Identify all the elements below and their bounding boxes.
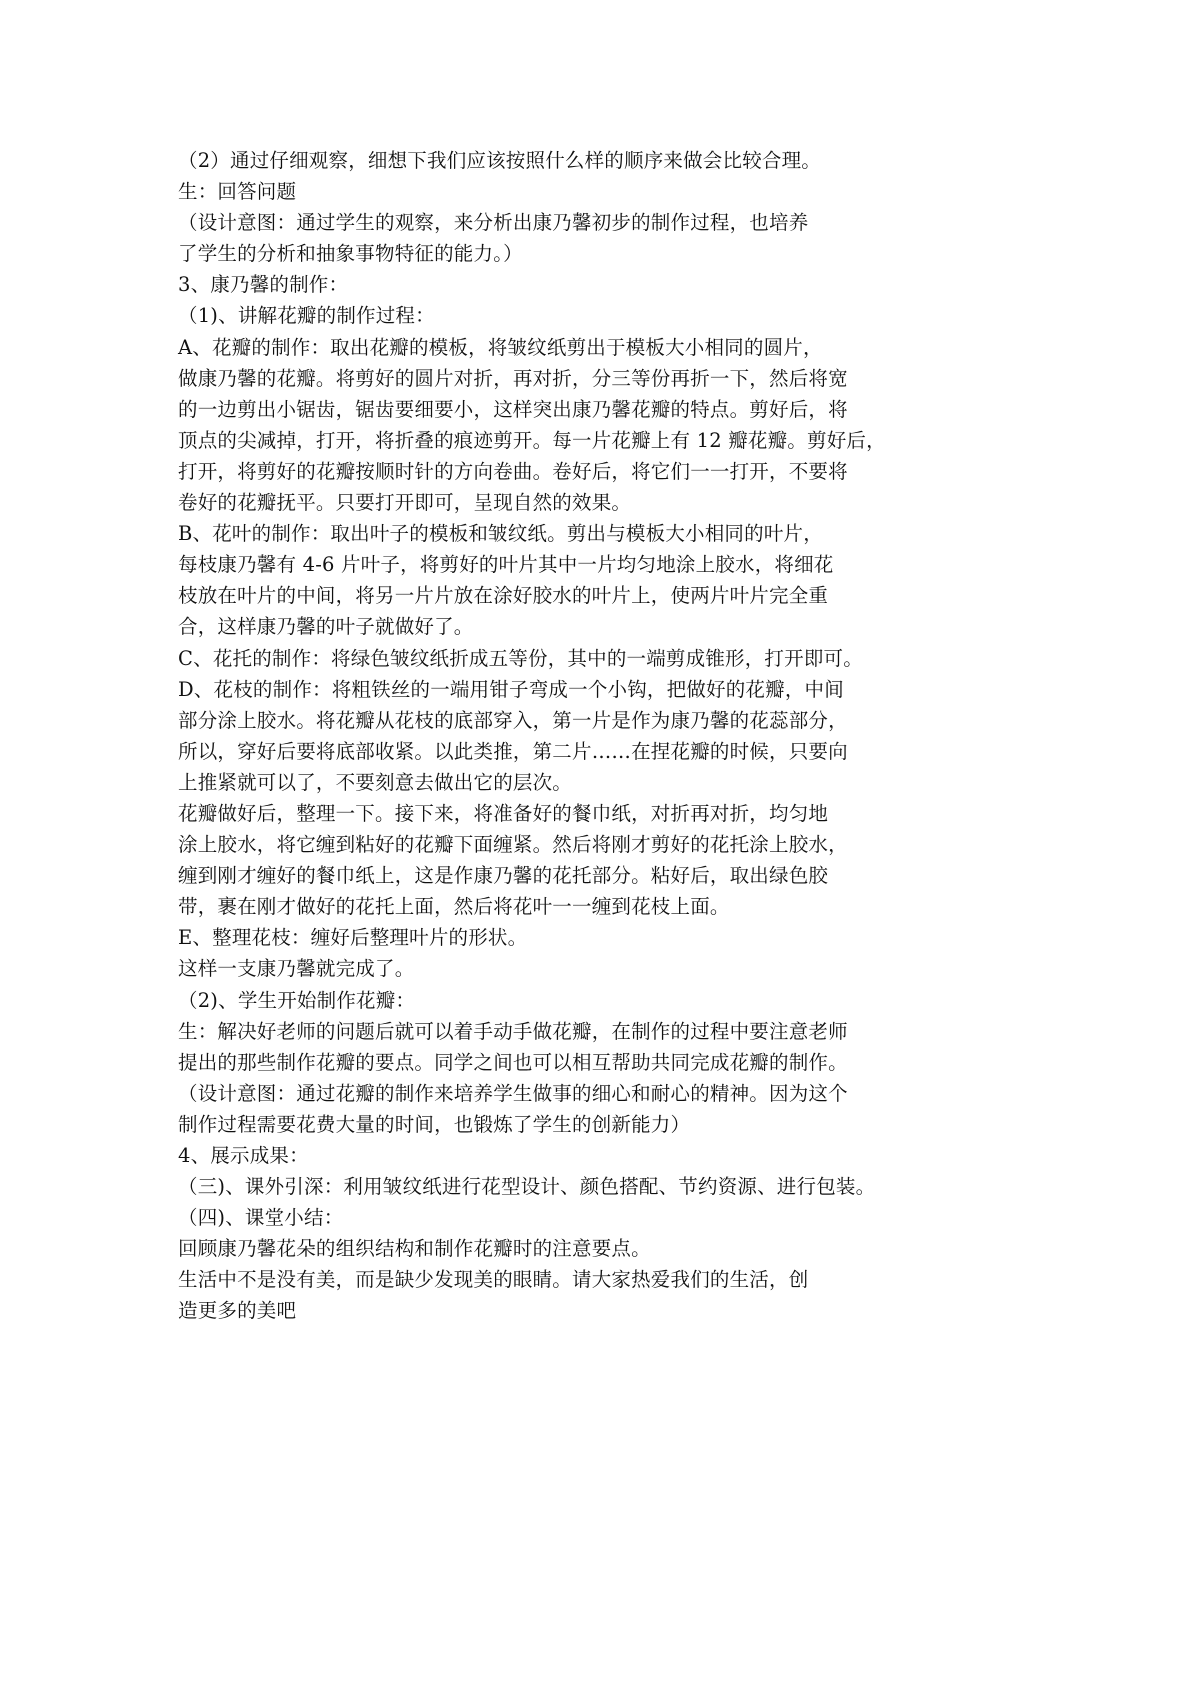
text-line: 所以，穿好后要将底部收紧。以此类推，第二片……在捏花瓣的时候，只要向	[178, 739, 848, 763]
text-line: E、整理花枝：缠好后整理叶片的形状。	[178, 926, 528, 950]
text-line: （三)、课外引深：利用皱纹纸进行花型设计、颜色搭配、节约资源、进行包装。	[178, 1175, 876, 1199]
text-line: （四)、课堂小结：	[178, 1206, 344, 1230]
text-line: 制作过程需要花费大量的时间，也锻炼了学生的创新能力）	[178, 1112, 691, 1136]
document-body	[178, 145, 1138, 1327]
text-line: （设计意图：通过花瓣的制作来培养学生做事的细心和耐心的精神。因为这个	[178, 1081, 848, 1105]
text-line: 枝放在叶片的中间，将另一片片放在涂好胶水的叶片上，使两片叶片完全重	[178, 584, 829, 608]
text-line: 造更多的美吧	[178, 1299, 297, 1323]
text-line: 打开，将剪好的花瓣按顺时针的方向卷曲。卷好后，将它们一一打开，不要将	[178, 459, 848, 483]
text-line: 4、展示成果：	[178, 1144, 309, 1167]
text-line: 的一边剪出小锯齿，锯齿要细要小，这样突出康乃馨花瓣的特点。剪好后，将	[178, 397, 848, 421]
text-line: 了学生的分析和抽象事物特征的能力。）	[178, 242, 523, 266]
text-line: A、花瓣的制作：取出花瓣的模板，将皱纹纸剪出于模板大小相同的圆片，	[178, 335, 823, 359]
text-line: （设计意图：通过学生的观察，来分析出康乃馨初步的制作过程，也培养	[178, 211, 809, 235]
text-line: 合，这样康乃馨的叶子就做好了。	[178, 615, 474, 639]
text-line: 花瓣做好后，整理一下。接下来，将准备好的餐巾纸，对折再对折，均匀地	[178, 801, 829, 825]
text-line: D、花枝的制作：将粗铁丝的一端用钳子弯成一个小钩，把做好的花瓣，中间	[178, 677, 844, 701]
text-line: 涂上胶水，将它缠到粘好的花瓣下面缠紧。然后将刚才剪好的花托涂上胶水，	[178, 833, 848, 857]
text-line: 缠到刚才缠好的餐巾纸上，这是作康乃馨的花托部分。粘好后，取出绿色胶	[178, 864, 829, 888]
text-line: 提出的那些制作花瓣的要点。同学之间也可以相互帮助共同完成花瓣的制作。	[178, 1050, 848, 1074]
text-line: 卷好的花瓣抚平。只要打开即可，呈现自然的效果。	[178, 491, 632, 515]
text-line: 生：解决好老师的问题后就可以着手动手做花瓣，在制作的过程中要注意老师	[178, 1019, 848, 1043]
text-line: C、花托的制作：将绿色皱纹纸折成五等份，其中的一端剪成锥形，打开即可。	[178, 646, 863, 670]
text-line: 3、康乃馨的制作：	[178, 273, 349, 297]
text-line: 上推紧就可以了，不要刻意去做出它的层次。	[178, 770, 573, 794]
text-line: B、花叶的制作：取出叶子的模板和皱纹纸。剪出与模板大小相同的叶片，	[178, 522, 823, 546]
text-line: 做康乃馨的花瓣。将剪好的圆片对折，再对折，分三等份再折一下，然后将宽	[178, 366, 848, 390]
text-line: 生：回答问题	[178, 180, 297, 204]
text-line: （1)、讲解花瓣的制作过程：	[178, 304, 435, 328]
text-line: 生活中不是没有美，而是缺少发现美的眼睛。请大家热爱我们的生活，创	[178, 1268, 809, 1292]
text-line: 带，裹在刚才做好的花托上面，然后将花叶一一缠到花枝上面。	[178, 895, 730, 919]
text-line: （2）通过仔细观察，细想下我们应该按照什么样的顺序来做会比较合理。	[178, 149, 822, 172]
text-line: 回顾康乃馨花朵的组织结构和制作花瓣时的注意要点。	[178, 1237, 651, 1261]
text-line: 顶点的尖减掉，打开，将折叠的痕迹剪开。每一片花瓣上有 12 瓣花瓣。剪好后，	[178, 428, 886, 452]
text-line: 部分涂上胶水。将花瓣从花枝的底部穿入，第一片是作为康乃馨的花蕊部分，	[178, 708, 848, 732]
text-line: （2)、学生开始制作花瓣：	[178, 988, 416, 1012]
text-line: 每枝康乃馨有 4-6 片叶子，将剪好的叶片其中一片均匀地涂上胶水，将细花	[178, 553, 834, 577]
text-line: 这样一支康乃馨就完成了。	[178, 957, 415, 981]
